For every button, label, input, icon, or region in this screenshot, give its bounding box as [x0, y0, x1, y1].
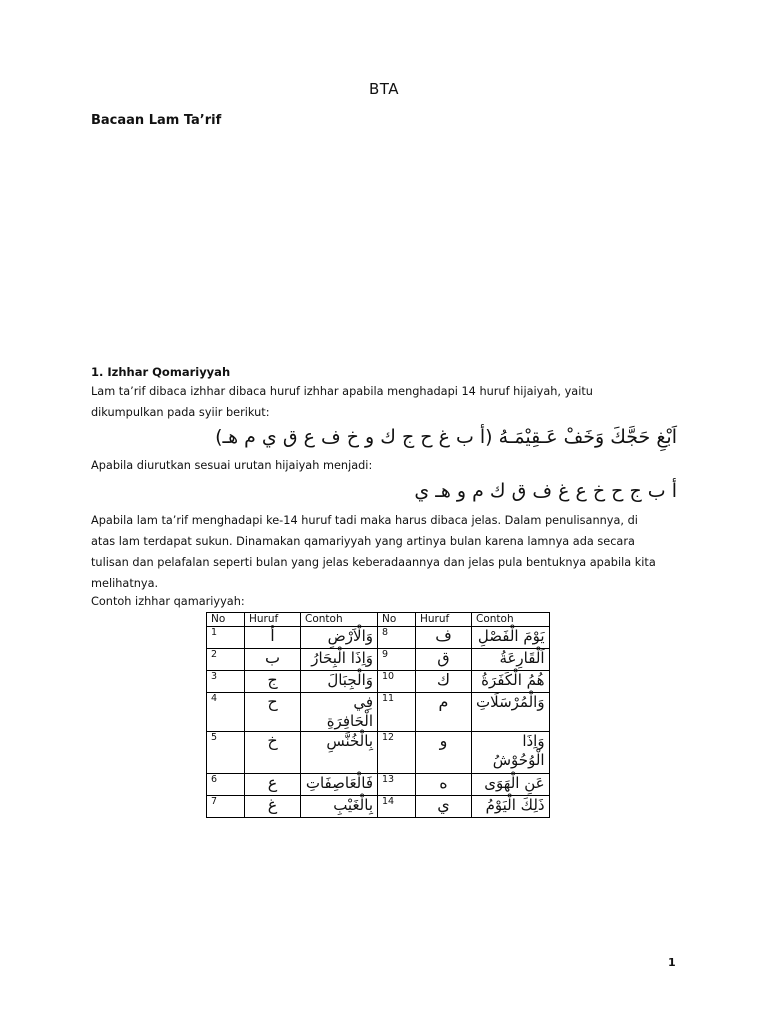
- table-row: [207, 671, 550, 693]
- example-cell: وَاِذَا الْوُحُوْشُ: [472, 732, 550, 774]
- letter-cell: خ: [245, 732, 301, 774]
- letter-cell: ع: [245, 774, 301, 796]
- arabic-sorted-letters: أ ب ج ح خ ع غ ف ق ك م و هـ ي: [414, 480, 677, 502]
- table-header-row: [207, 613, 550, 627]
- example-cell: فِي الْحَافِرَةِ: [301, 693, 378, 732]
- section-heading: 1. Izhhar Qomariyyah: [91, 365, 231, 379]
- row-number: 10: [378, 671, 416, 693]
- example-cell: بِالْغَيْبِ: [301, 796, 378, 818]
- header-no: No: [378, 613, 416, 627]
- letter-cell: ب: [245, 649, 301, 671]
- paragraph-explanation-line-3: tulisan dan pelafalan seperti bulan yang jelas keberadaannya dan jelas pula bentuknya apabila kita: [91, 556, 656, 569]
- example-cell: هُمُ الْكَفَرَةُ: [472, 671, 550, 693]
- example-cell: وَالْاَرْضِ: [301, 627, 378, 649]
- row-number: 14: [378, 796, 416, 818]
- header-no: No: [207, 613, 245, 627]
- example-cell: يَوْمَ الْفَصْلِ: [472, 627, 550, 649]
- row-number: 9: [378, 649, 416, 671]
- arabic-verse: اَبْغِ حَجَّكَ وَخَفْ عَـقِيْمَـهُ (أ ب غ ح ج ك و خ ف ع ق ي م هـ): [215, 426, 677, 448]
- paragraph-intro-line-2: dikumpulkan pada syiir berikut:: [91, 406, 270, 419]
- row-number: 5: [207, 732, 245, 774]
- row-number: 11: [378, 693, 416, 732]
- page-title: BTA: [368, 80, 400, 98]
- page-number: 1: [668, 956, 676, 969]
- example-cell: بِالْخُنَّسِ: [301, 732, 378, 774]
- letter-cell: ه: [416, 774, 472, 796]
- paragraph-explanation-line-2: atas lam terdapat sukun. Dinamakan qamariyyah yang artinya bulan karena lamnya ada secara: [91, 535, 635, 548]
- table-row: [207, 693, 550, 732]
- example-cell: ذَلِكَ الْيَوْمُ: [472, 796, 550, 818]
- examples-table: [206, 612, 550, 818]
- letter-cell: م: [416, 693, 472, 732]
- header-huruf: Huruf: [416, 613, 472, 627]
- table-row: [207, 649, 550, 671]
- paragraph-example-intro: Contoh izhhar qamariyyah:: [91, 595, 245, 608]
- table-row: [207, 732, 550, 774]
- letter-cell: ق: [416, 649, 472, 671]
- example-cell: عَنِ الْهَوَى: [472, 774, 550, 796]
- paragraph-explanation-line-1: Apabila lam ta’rif menghadapi ke-14 huruf tadi maka harus dibaca jelas. Dalam penulisannya, di: [91, 514, 638, 527]
- header-contoh: Contoh: [301, 613, 378, 627]
- paragraph-sorted-intro: Apabila diurutkan sesuai urutan hijaiyah menjadi:: [91, 459, 373, 472]
- paragraph-intro-line-1: Lam ta’rif dibaca izhhar dibaca huruf izhhar apabila menghadapi 14 huruf hijaiyah, yaitu: [91, 385, 593, 398]
- example-cell: فَالْعَاصِفَاتِ: [301, 774, 378, 796]
- row-number: 13: [378, 774, 416, 796]
- row-number: 12: [378, 732, 416, 774]
- header-contoh: Contoh: [472, 613, 550, 627]
- header-huruf: Huruf: [245, 613, 301, 627]
- table-row: [207, 627, 550, 649]
- row-number: 6: [207, 774, 245, 796]
- letter-cell: غ: [245, 796, 301, 818]
- letter-cell: ف: [416, 627, 472, 649]
- row-number: 3: [207, 671, 245, 693]
- row-number: 2: [207, 649, 245, 671]
- table-row: [207, 796, 550, 818]
- row-number: 4: [207, 693, 245, 732]
- paragraph-explanation-line-4: melihatnya.: [91, 577, 159, 590]
- table-row: [207, 774, 550, 796]
- example-cell: اَلْقَارِعَةُ: [472, 649, 550, 671]
- row-number: 8: [378, 627, 416, 649]
- example-cell: وَالْجِبَالَ: [301, 671, 378, 693]
- page-subtitle: Bacaan Lam Ta’rif: [91, 113, 222, 128]
- letter-cell: أ: [245, 627, 301, 649]
- letter-cell: ك: [416, 671, 472, 693]
- row-number: 7: [207, 796, 245, 818]
- letter-cell: و: [416, 732, 472, 774]
- letter-cell: ي: [416, 796, 472, 818]
- row-number: 1: [207, 627, 245, 649]
- letter-cell: ح: [245, 693, 301, 732]
- example-cell: وَالْمُرْسَلَاتِ: [472, 693, 550, 732]
- letter-cell: ج: [245, 671, 301, 693]
- example-cell: وَاِذَا الْبِحَارُ: [301, 649, 378, 671]
